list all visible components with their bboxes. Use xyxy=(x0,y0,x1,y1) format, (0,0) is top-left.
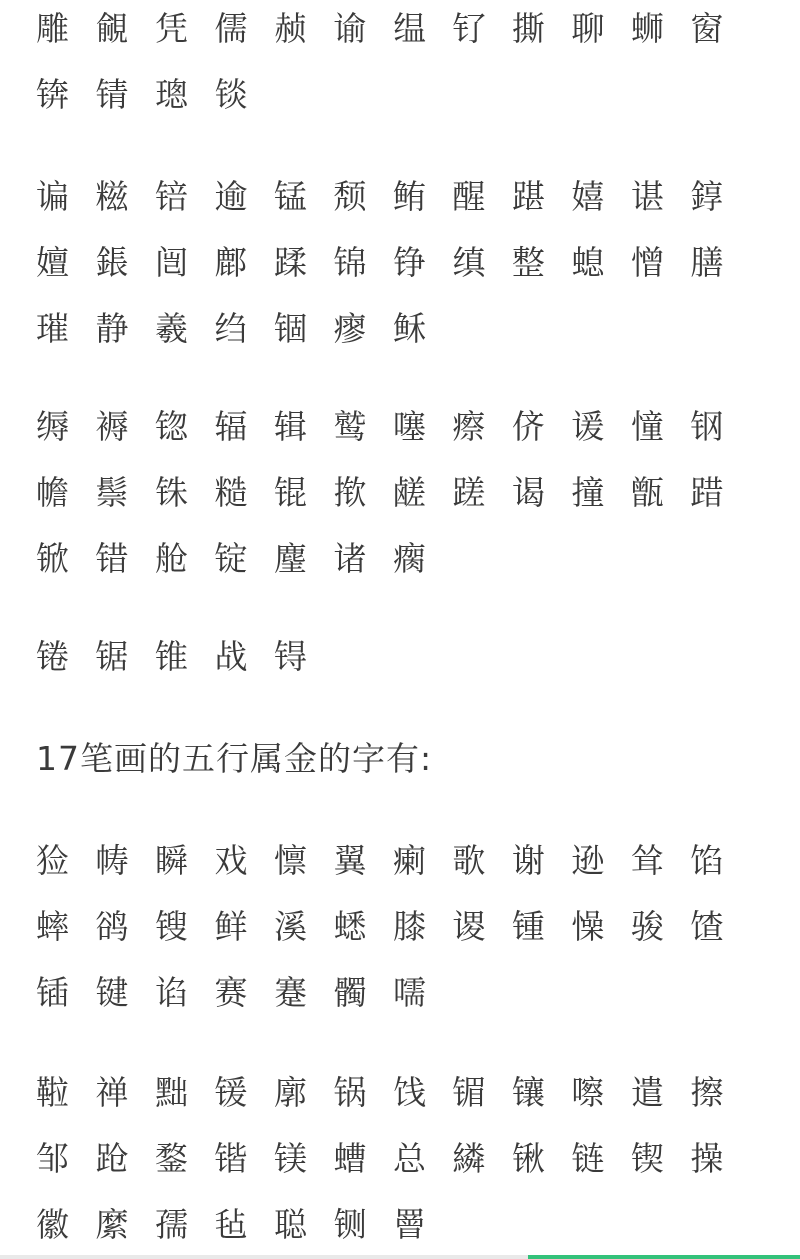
bottom-accent-bar xyxy=(528,1255,800,1259)
section-heading: 17笔画的五行属金的字有: xyxy=(36,739,433,778)
character-list-paragraph: 锩 锯 锥 战 锝 xyxy=(36,637,315,676)
character-list-paragraph: 猃 帱 瞬 戏 懔 翼 瘌 歌 谢 逊 耸 馅 蟀 鹆 锼 鲜 溪 蟋 膝 谡 锺 懆 骏 馇 锸 键 谄 赛 蹇 髑 嚅 xyxy=(36,841,732,1012)
character-list-paragraph: 缛 褥 锪 辐 辑 鹫 噻 瘵 侪 谖 憧 钢 幨 鬃 铢 糙 锟 揿 鹾 蹉 谒 撞 甑 踖 锨 错 舱 锭 麈 诸 瘸 xyxy=(36,407,732,578)
character-list-paragraph: 谝 糍 锫 逾 锰 颓 鲔 醒 踸 嬉 谌 錞 嬗 鋹 闿 鄜 蹂 锦 铮 缜 整 螅 憎 膳 璀 静 羲 绉 锢 瘳 稣 xyxy=(36,177,732,348)
character-list-paragraph: 鞡 禅 黜 锾 廓 锅 饯 镅 镶 嚓 遣 擦 邹 跄 鍪 锴 镁 螬 总 繗 锹 链 锲 操 徽 縻 孺 毡 聪 铡 罾 xyxy=(36,1073,732,1244)
character-list-paragraph: 雕 覦 凭 儒 赪 谕 缊 钌 撕 聊 蛳 窗 锛 锖 璁 锬 xyxy=(36,9,732,114)
